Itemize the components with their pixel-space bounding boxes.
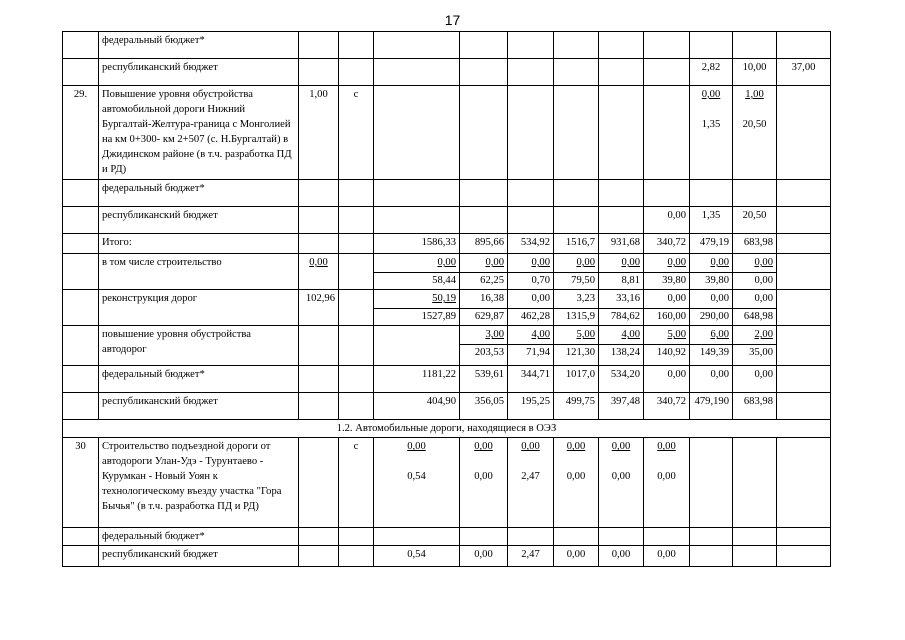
value-cell: 0,00 — [733, 366, 777, 393]
table-row — [63, 254, 831, 290]
unit-value: с — [339, 86, 374, 180]
value-cell: 0,00 0,54 — [374, 438, 460, 528]
value-cell: 0,00 — [460, 546, 508, 567]
value-cell: 534,20 — [599, 366, 644, 393]
value-cell: 0,00 648,98 — [733, 290, 777, 326]
value-cell: 683,98 — [733, 393, 777, 420]
value-cell: 0,00 0,00 — [599, 438, 644, 528]
value-cell: 0,00 — [690, 366, 733, 393]
object-name: Повышение уровня обустройства автомобильной дороги Нижний Бургалтай-Желтура-граница с Монголией на км 0+300- км 2+507 (с. Н.Бургалтай) в Джидинском районе (в т.ч. разработка ПД и РД) — [99, 86, 299, 180]
table-row — [63, 180, 831, 207]
value-cell: 539,61 — [460, 366, 508, 393]
value-cell: 1586,33 — [374, 234, 460, 254]
row-label: в том числе строительство — [99, 254, 299, 290]
value-cell: 4,00 71,94 — [508, 326, 554, 366]
row-number: 30 — [63, 438, 99, 528]
value-cell: 0,00 0,00 — [644, 438, 690, 528]
table-row — [63, 326, 831, 366]
value-cell: 0,00 0,00 — [460, 438, 508, 528]
table-row — [63, 420, 831, 438]
value-cell: 1017,0 — [554, 366, 599, 393]
capacity-value: 102,96 — [299, 290, 339, 326]
capacity-value: 0,00 — [299, 254, 339, 290]
row-label: федеральный бюджет* — [99, 180, 299, 207]
value-cell: 4,00 138,24 — [599, 326, 644, 366]
value-cell: 356,05 — [460, 393, 508, 420]
value-cell: 0,00 2,47 — [508, 438, 554, 528]
value-cell: 931,68 — [599, 234, 644, 254]
row-label: республиканский бюджет — [99, 546, 299, 567]
row-label: республиканский бюджет — [99, 207, 299, 234]
value-cell — [374, 326, 460, 366]
value-cell: 534,92 — [508, 234, 554, 254]
table-row — [63, 86, 831, 180]
value-cell: 0,00 79,50 — [554, 254, 599, 290]
value-cell: 0,00 — [599, 546, 644, 567]
value-cell: 20,50 — [733, 207, 777, 234]
value-cell: 0,00 — [644, 546, 690, 567]
value-cell: 0,00 462,28 — [508, 290, 554, 326]
value-cell: 0,00 — [554, 546, 599, 567]
value-cell: 0,00 39,80 — [690, 254, 733, 290]
value-cell: 404,90 — [374, 393, 460, 420]
table-row — [63, 32, 831, 59]
value-cell: 2,00 35,00 — [733, 326, 777, 366]
page-number: 17 — [444, 12, 461, 28]
row-label: федеральный бюджет* — [99, 32, 299, 59]
value-cell: 683,98 — [733, 234, 777, 254]
value-cell: 1,00 20,50 — [733, 86, 777, 180]
table-row — [63, 393, 831, 420]
value-cell: 16,38 629,87 — [460, 290, 508, 326]
table-row — [63, 438, 831, 528]
value-cell: 344,71 — [508, 366, 554, 393]
value-cell: 895,66 — [460, 234, 508, 254]
row-label: республиканский бюджет — [99, 59, 299, 86]
value-cell: 0,00 290,00 — [690, 290, 733, 326]
row-label: федеральный бюджет* — [99, 366, 299, 393]
value-cell: 0,00 0,70 — [508, 254, 554, 290]
unit-value: с — [339, 438, 374, 528]
value-cell: 2,82 — [690, 59, 733, 86]
value-cell: 0,00 0,00 — [733, 254, 777, 290]
row-label: повышение уровня обустройства автодорог — [99, 326, 299, 366]
value-cell: 340,72 — [644, 393, 690, 420]
value-cell: 397,48 — [599, 393, 644, 420]
value-cell: 0,00 39,80 — [644, 254, 690, 290]
table-row — [63, 207, 831, 234]
value-cell: 37,00 — [777, 59, 831, 86]
value-cell: 195,25 — [508, 393, 554, 420]
row-label: Итого: — [99, 234, 299, 254]
table-row — [63, 528, 831, 546]
object-name: Строительство подъездной дороги от автодороги Улан-Удэ - Турунтаево - Курумкан - Новый Уоян к технологическому въезду участка "Гора Бычья" (в т.ч. разработка ПД и РД) — [99, 438, 299, 528]
value-cell: 0,54 — [374, 546, 460, 567]
value-cell: 0,00 58,44 — [374, 254, 460, 290]
row-label: реконструкция дорог — [99, 290, 299, 326]
value-cell: 10,00 — [733, 59, 777, 86]
value-cell: 5,00 121,30 — [554, 326, 599, 366]
value-cell: 50,19 1527,89 — [374, 290, 460, 326]
budget-table — [62, 31, 831, 567]
value-cell: 0,00 — [644, 207, 690, 234]
value-cell: 0,00 0,00 — [554, 438, 599, 528]
table-row — [63, 366, 831, 393]
value-cell: 1516,7 — [554, 234, 599, 254]
row-label: республиканский бюджет — [99, 393, 299, 420]
table-row — [63, 290, 831, 326]
table-row — [63, 59, 831, 86]
value-cell: 1,35 — [690, 207, 733, 234]
value-cell: 479,19 — [690, 234, 733, 254]
value-cell: 0,00 62,25 — [460, 254, 508, 290]
value-cell: 0,00 160,00 — [644, 290, 690, 326]
value-cell: 0,00 8,81 — [599, 254, 644, 290]
section-heading: 1.2. Автомобильные дороги, находящиеся в ОЭЗ — [63, 420, 831, 438]
row-label: федеральный бюджет* — [99, 528, 299, 546]
value-cell: 0,00 1,35 — [690, 86, 733, 180]
value-cell: 1181,22 — [374, 366, 460, 393]
capacity-value: 1,00 — [299, 86, 339, 180]
value-cell: 5,00 140,92 — [644, 326, 690, 366]
value-cell: 6,00 149,39 — [690, 326, 733, 366]
table-row — [63, 546, 831, 567]
value-cell: 479,190 — [690, 393, 733, 420]
value-cell: 33,16 784,62 — [599, 290, 644, 326]
value-cell: 0,00 — [644, 366, 690, 393]
row-number: 29. — [63, 86, 99, 180]
table-row — [63, 234, 831, 254]
value-cell: 340,72 — [644, 234, 690, 254]
value-cell: 2,47 — [508, 546, 554, 567]
value-cell: 499,75 — [554, 393, 599, 420]
value-cell: 3,00 203,53 — [460, 326, 508, 366]
value-cell: 3,23 1315,9 — [554, 290, 599, 326]
